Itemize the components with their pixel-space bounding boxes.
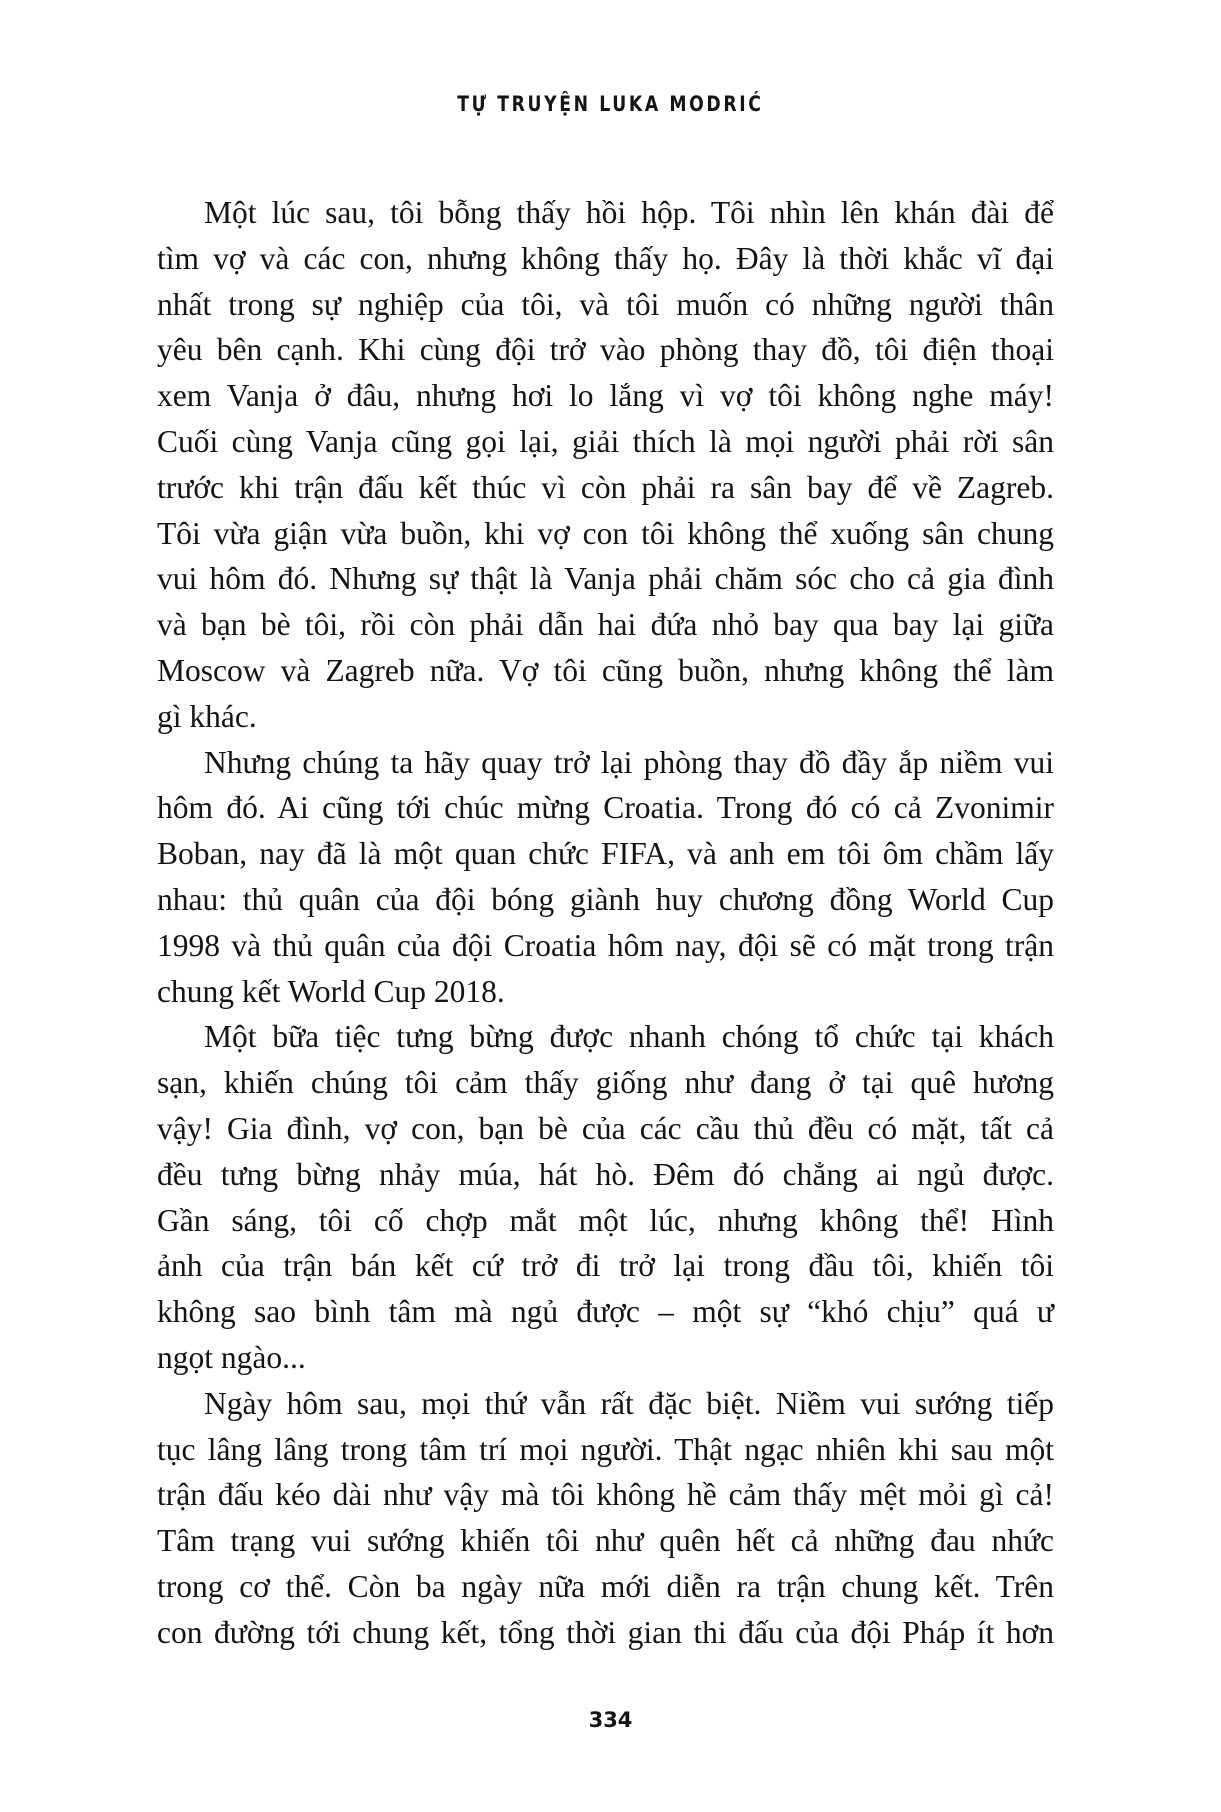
text-line: Tâm trạng vui sướng khiến tôi như quên hết cả những đau nhức xyxy=(157,1523,1054,1559)
text-line: nhất trong sự nghiệp của tôi, và tôi muốn có những người thân xyxy=(157,286,1054,322)
text-line: Gần sáng, tôi cố chợp mắt một lúc, nhưng không thể! Hình xyxy=(157,1202,1054,1238)
text-line: Cuối cùng Vanja cũng gọi lại, giải thích là mọi người phải rời sân xyxy=(157,423,1054,459)
paragraph xyxy=(157,190,1054,740)
text-line: nhau: thủ quân của đội bóng giành huy chương đồng World Cup xyxy=(157,881,1054,917)
body-text xyxy=(157,190,1054,1656)
text-line: con đường tới chung kết, tổng thời gian thi đấu của đội Pháp ít hơn xyxy=(157,1614,1054,1650)
text-line: xem Vanja ở đâu, nhưng hơi lo lắng vì vợ tôi không nghe máy! xyxy=(157,378,1054,414)
text-line: hôm đó. Ai cũng tới chúc mừng Croatia. Trong đó có cả Zvonimir xyxy=(157,790,1054,826)
text-line: không sao bình tâm mà ngủ được – một sự “khó chịu” quá ư xyxy=(157,1294,1054,1330)
text-line: Boban, nay đã là một quan chức FIFA, và anh em tôi ôm chầm lấy xyxy=(157,836,1054,872)
text-line: gì khác. xyxy=(157,698,257,734)
text-line: tục lâng lâng trong tâm trí mọi người. Thật ngạc nhiên khi sau một xyxy=(157,1431,1054,1467)
text-line: tìm vợ và các con, nhưng không thấy họ. Đây là thời khắc vĩ đại xyxy=(157,240,1054,276)
text-line: Một bữa tiệc tưng bừng được nhanh chóng tổ chức tại khách xyxy=(204,1019,1054,1055)
text-line: 1998 và thủ quân của đội Croatia hôm nay, đội sẽ có mặt trong trận xyxy=(157,927,1054,963)
text-line: trước khi trận đấu kết thúc vì còn phải ra sân bay để về Zagreb. xyxy=(157,469,1054,505)
text-line: ngọt ngào... xyxy=(157,1339,306,1375)
page-number: 334 xyxy=(588,1708,633,1732)
text-line: Tôi vừa giận vừa buồn, khi vợ con tôi không thể xuống sân chung xyxy=(157,515,1054,551)
paragraph xyxy=(157,1014,1054,1380)
paragraph xyxy=(157,1381,1054,1656)
text-line: Ngày hôm sau, mọi thứ vẫn rất đặc biệt. Niềm vui sướng tiếp xyxy=(204,1385,1054,1421)
text-line: Nhưng chúng ta hãy quay trở lại phòng thay đồ đầy ắp niềm vui xyxy=(204,744,1054,780)
text-line: chung kết World Cup 2018. xyxy=(157,973,505,1009)
text-line: yêu bên cạnh. Khi cùng đội trở vào phòng thay đồ, tôi điện thoại xyxy=(157,332,1054,368)
text-line: sạn, khiến chúng tôi cảm thấy giống như đang ở tại quê hương xyxy=(157,1065,1054,1101)
running-head-title: TỰ TRUYỆN LUKA MODRIĆ xyxy=(457,92,764,116)
text-line: vui hôm đó. Nhưng sự thật là Vanja phải chăm sóc cho cả gia đình xyxy=(157,561,1054,597)
text-line: đều tưng bừng nhảy múa, hát hò. Đêm đó chẳng ai ngủ được. xyxy=(157,1156,1054,1192)
text-line: Một lúc sau, tôi bỗng thấy hồi hộp. Tôi nhìn lên khán đài để xyxy=(204,195,1054,230)
text-line: ảnh của trận bán kết cứ trở đi trở lại trong đầu tôi, khiến tôi xyxy=(157,1248,1054,1284)
text-line: và bạn bè tôi, rồi còn phải dẫn hai đứa nhỏ bay qua bay lại giữa xyxy=(157,607,1054,643)
text-line: vậy! Gia đình, vợ con, bạn bè của các cầu thủ đều có mặt, tất cả xyxy=(157,1110,1054,1146)
text-line: trận đấu kéo dài như vậy mà tôi không hề cảm thấy mệt mỏi gì cả! xyxy=(157,1477,1054,1513)
paragraph xyxy=(157,740,1054,1015)
text-line: Moscow và Zagreb nữa. Vợ tôi cũng buồn, nhưng không thể làm xyxy=(157,652,1054,688)
text-line: trong cơ thể. Còn ba ngày nữa mới diễn ra trận chung kết. Trên xyxy=(157,1568,1054,1604)
